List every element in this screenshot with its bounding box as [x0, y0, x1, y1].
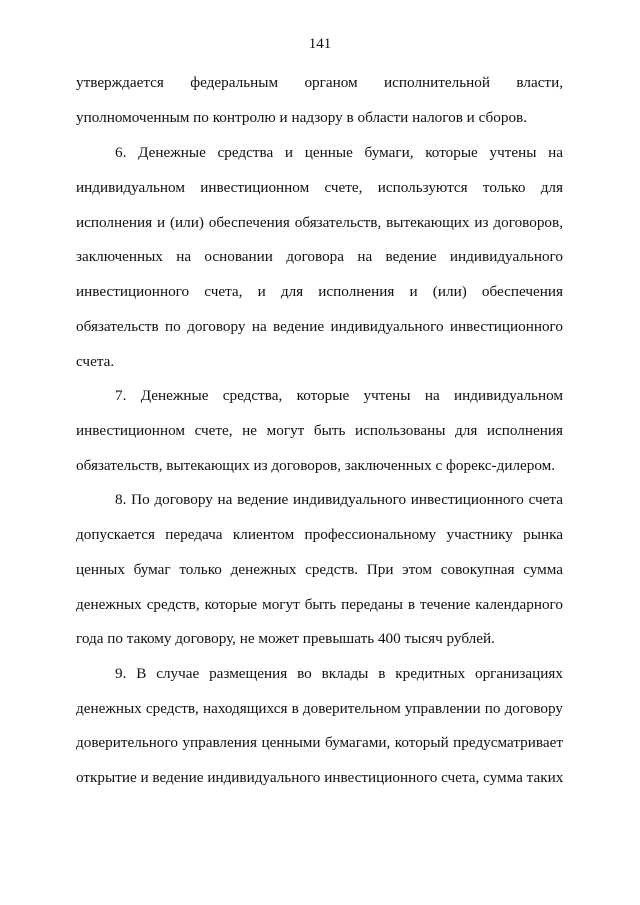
- text-line: счета.: [76, 353, 115, 370]
- paragraph-6-start: 6. Денежные средства и ценные бумаги, которые учтены на: [115, 144, 563, 161]
- text-line: инвестиционного счета, и для исполнения и (или) обеспечения: [76, 283, 563, 300]
- text-line: утверждается федеральным органом исполнительной власти,: [76, 74, 563, 91]
- text-line: исполнения и (или) обеспечения обязательств, вытекающих из договоров,: [76, 214, 563, 231]
- paragraph-8-start: 8. По договору на ведение индивидуального инвестиционного счета: [115, 491, 563, 508]
- text-line: денежных средств, находящихся в доверительном управлении по договору: [76, 700, 563, 717]
- text-line: допускается передача клиентом профессиональному участнику рынка: [76, 526, 563, 543]
- page-number: 141: [308, 36, 332, 52]
- text-line: индивидуальном инвестиционном счете, используются только для: [76, 179, 563, 196]
- text-line: заключенных на основании договора на ведение индивидуального: [76, 248, 563, 265]
- paragraph-9-start: 9. В случае размещения во вклады в кредитных организациях: [115, 665, 563, 682]
- text-line: ценных бумаг только денежных средств. При этом совокупная сумма: [76, 561, 563, 578]
- text-line: уполномоченным по контролю и надзору в области налогов и сборов.: [76, 109, 528, 126]
- text-line: доверительного управления ценными бумагами, который предусматривает: [76, 734, 563, 751]
- text-line: года по такому договору, не может превышать 400 тысяч рублей.: [76, 630, 495, 647]
- text-line: денежных средств, которые могут быть переданы в течение календарного: [76, 596, 563, 613]
- paragraph-7-start: 7. Денежные средства, которые учтены на индивидуальном: [115, 387, 563, 404]
- text-line: инвестиционном счете, не могут быть использованы для исполнения: [76, 422, 563, 439]
- text-line: открытие и ведение индивидуального инвестиционного счета, сумма таких: [76, 769, 564, 786]
- text-line: обязательств, вытекающих из договоров, заключенных с форекс-дилером.: [76, 457, 556, 474]
- text-line: обязательств по договору на ведение индивидуального инвестиционного: [76, 318, 563, 335]
